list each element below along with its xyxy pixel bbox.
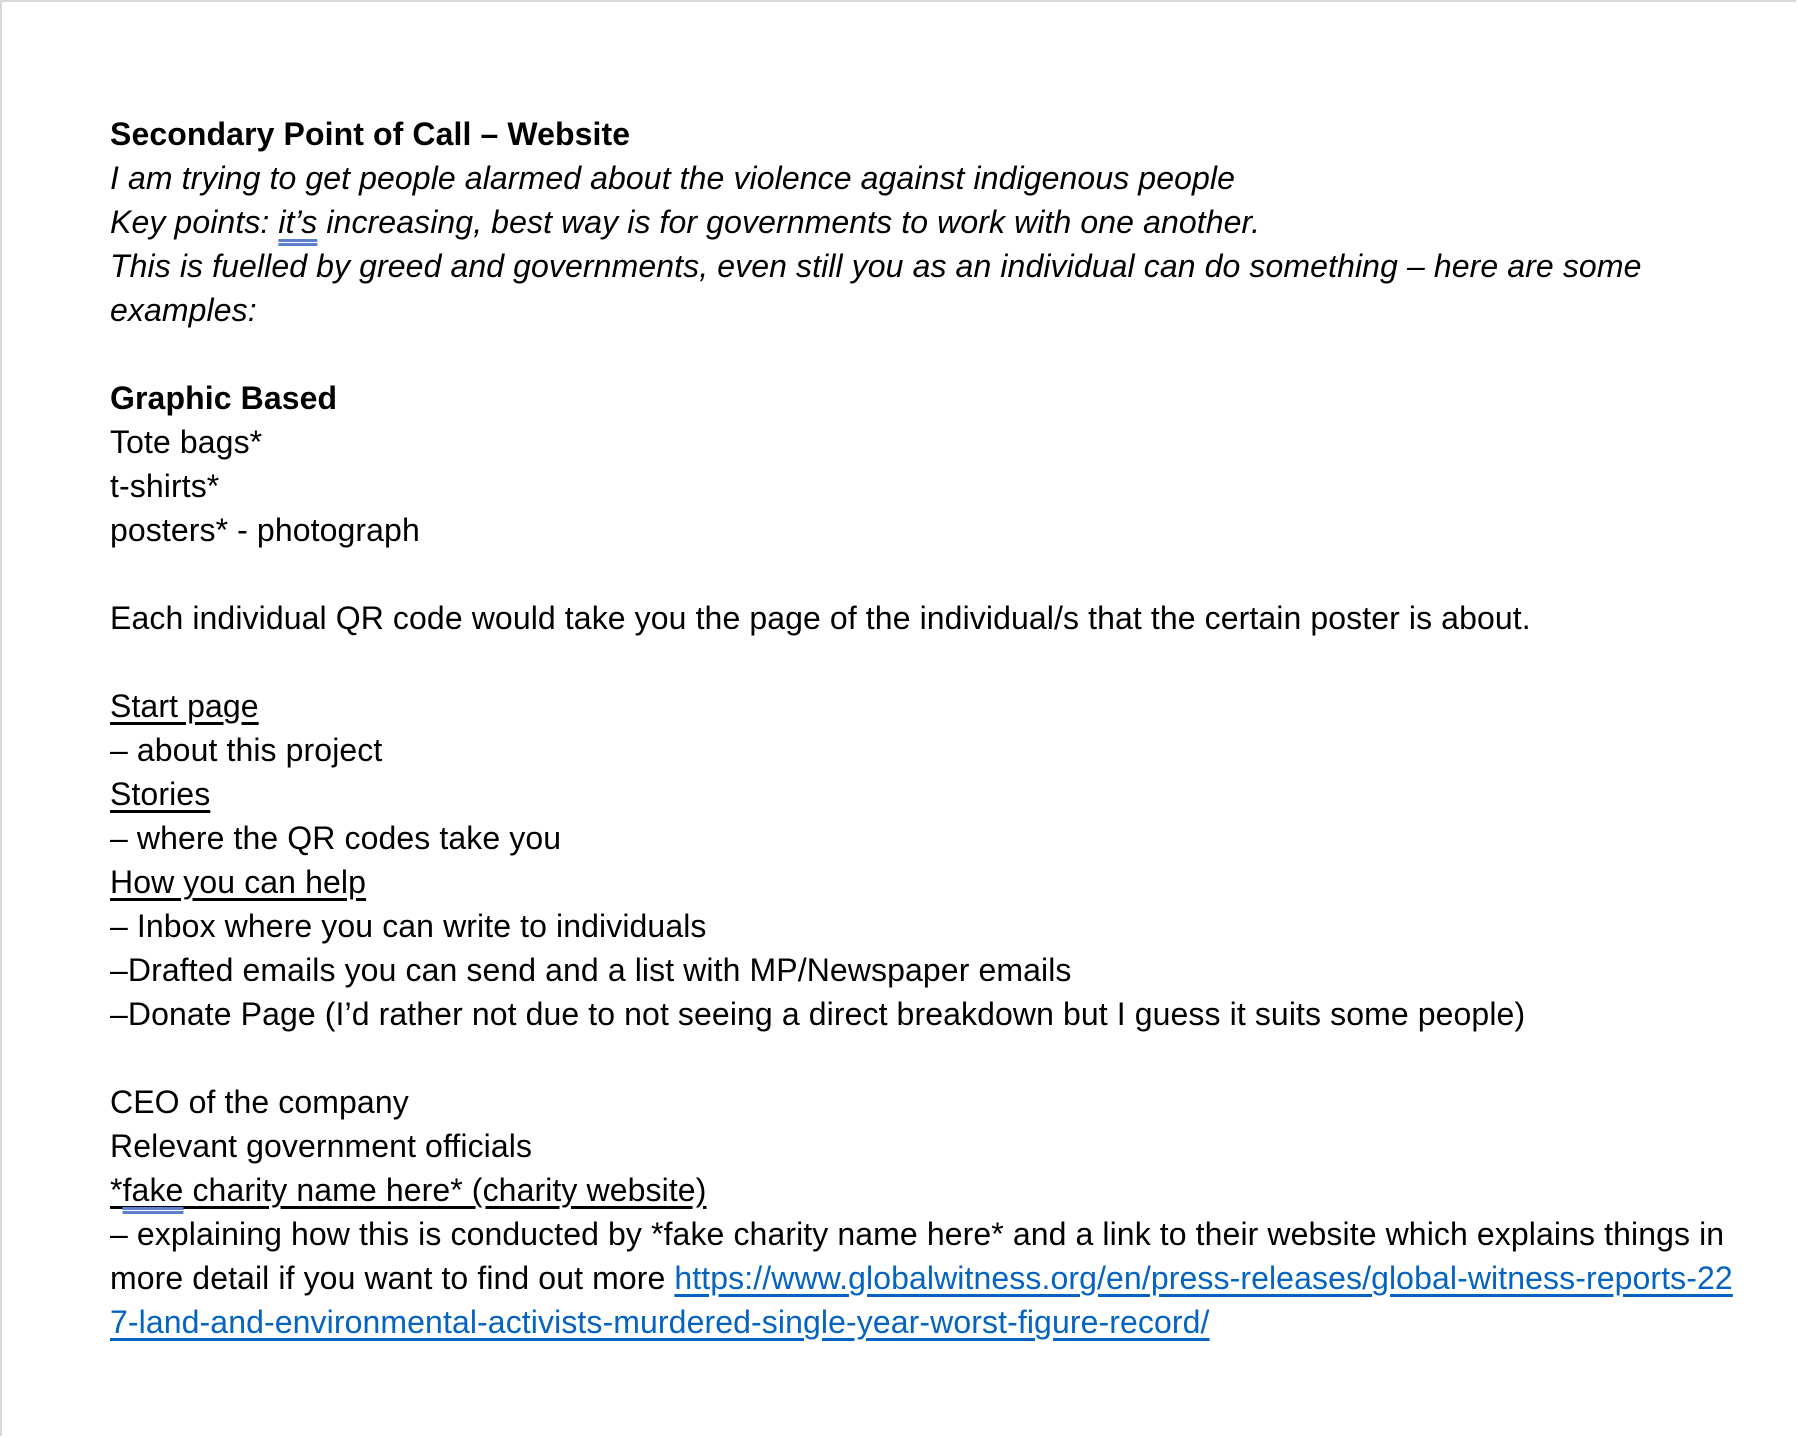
intro-line-1: I am trying to get people alarmed about the violence against indigenous people: [110, 160, 1236, 196]
global-witness-link[interactable]: https://www.globalwitness.org/en/press-releases/global-witness-reports-227-land-and-environmental-activists-murdered-single-year-worst-figure-record/: [110, 1260, 1733, 1340]
contact-officials: Relevant government officials: [110, 1128, 533, 1164]
section-heading: Secondary Point of Call – Website: [110, 116, 631, 152]
start-page-desc: – about this project: [110, 732, 383, 768]
help-item-donate: –Donate Page (I’d rather not due to not seeing a direct breakdown but I guess it suits some people): [110, 996, 1526, 1032]
graphic-item-tote-bags: Tote bags*: [110, 424, 263, 460]
blank-line: [110, 1036, 1750, 1080]
spellcheck-flagged-word[interactable]: fake: [122, 1172, 184, 1208]
charity-title-prefix: *: [110, 1172, 123, 1208]
qr-note: Each individual QR code would take you the page of the individual/s that the certain poster is about.: [110, 600, 1531, 636]
help-item-inbox: – Inbox where you can write to individuals: [110, 908, 707, 944]
stories-desc: – where the QR codes take you: [110, 820, 562, 856]
blank-line: [110, 552, 1750, 596]
charity-explanation: [110, 1212, 1750, 1344]
intro-line-2: [110, 200, 1750, 244]
charity-title-suffix: charity name here* (charity website): [183, 1172, 707, 1208]
graphic-item-posters: posters* - photograph: [110, 512, 420, 548]
spellcheck-flagged-word[interactable]: it’s: [278, 204, 318, 240]
help-item-drafted-emails: –Drafted emails you can send and a list with MP/Newspaper emails: [110, 952, 1072, 988]
graphic-item-t-shirts: t-shirts*: [110, 468, 220, 504]
graphic-heading: Graphic Based: [110, 380, 338, 416]
document-body[interactable]: [110, 112, 1750, 1344]
intro-line-2-suffix: increasing, best way is for governments to work with one another.: [317, 204, 1261, 240]
help-title: How you can help: [110, 864, 366, 900]
blank-line: [110, 332, 1750, 376]
start-page-title: Start page: [110, 688, 259, 724]
stories-title: Stories: [110, 776, 211, 812]
intro-line-3: This is fuelled by greed and governments, even still you as an individual can do something – here are some examples:: [110, 248, 1642, 328]
blank-line: [110, 640, 1750, 684]
charity-title: [110, 1172, 706, 1208]
charity-explanation-text: – explaining how this is conducted by *fake charity name here* and a link to their website which explains things in more detail if you want to find out more: [110, 1216, 1725, 1296]
contact-ceo: CEO of the company: [110, 1084, 409, 1120]
intro-line-2-prefix: Key points:: [110, 204, 279, 240]
